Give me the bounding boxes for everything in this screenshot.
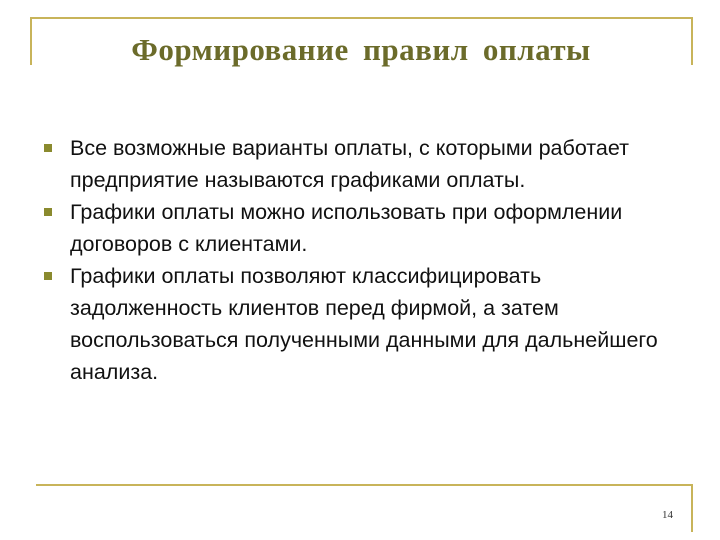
bullet-item	[44, 196, 664, 260]
bullet-text: Графики оплаты позволяют классифицировать задолженность клиентов перед фирмой, а затем воспользоваться полученными данными для дальнейшего анализа.	[70, 264, 658, 384]
square-bullet-icon	[44, 272, 52, 280]
footer-right-line	[691, 484, 693, 532]
frame-top-line	[30, 17, 692, 19]
slide-title: Формирование правил оплаты	[131, 32, 591, 67]
bullet-text: Графики оплаты можно использовать при оформлении договоров с клиентами.	[70, 200, 623, 256]
bullet-list	[44, 132, 664, 388]
footer-line	[36, 484, 692, 486]
bullet-text: Все возможные варианты оплаты, с которыми работает предприятие называются графиками оплаты.	[70, 136, 629, 192]
bullet-item	[44, 260, 664, 388]
bullet-item	[44, 132, 664, 196]
square-bullet-icon	[44, 208, 52, 216]
page-number: 14	[662, 509, 673, 521]
square-bullet-icon	[44, 144, 52, 152]
